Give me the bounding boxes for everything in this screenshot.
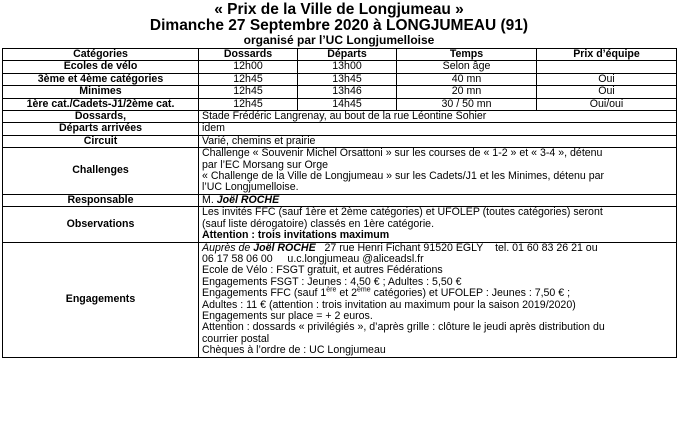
dossards-time: 12h45 [199,98,298,110]
race-info-table [2,48,677,358]
ffc-sup: ère [326,286,337,294]
contact-email: u.c.longjumeau @aliceadsl.fr [287,252,424,265]
ffc-text: catégories) et UFOLEP : Jeunes : 7,50 € ; [370,287,571,300]
column-header-departs: Départs [298,49,397,61]
race-flyer [2,2,676,358]
aupres-de-label: Auprès de [202,241,251,254]
dossards-label: Dossards, [3,111,199,123]
challenges-line: « Challenge de la Ville de Longjumeau » sur les Cadets/J1 et les Minimes, détenu par [202,170,605,183]
info-row-circuit [3,135,677,147]
team-prize: Oui [537,73,677,85]
circuit-value: Varié, chemins et prairie [199,135,677,147]
ffc-text: et 2 [336,287,357,300]
info-row-dossards [3,111,677,123]
dossards-time: 12h45 [199,73,298,85]
table-row [3,61,677,73]
table-row [3,98,677,110]
dossards-time: 12h00 [199,61,298,73]
circuit-label: Circuit [3,135,199,147]
observations-label: Observations [3,207,199,242]
engagements-line: Attention : dossards « privilégiés », d’après grille : clôture le jeudi après distribution du [202,321,605,334]
observations-line: (sauf liste dérogatoire) classés en 1ère catégorie. [202,217,435,230]
engagements-line: Engagements sur place = + 2 euros. [202,309,373,322]
responsable-name: Joël ROCHE [216,193,280,206]
race-duration: 20 mn [397,86,537,98]
category-cell: Minimes [3,86,199,98]
observations-warning: Attention : trois invitations maximum [202,229,390,242]
engagements-line: Engagements FSGT : Jeunes : 4,50 € ; Adultes : 5,50 € [202,275,462,288]
event-date-title: Dimanche 27 Septembre 2020 à LONGJUMEAU (91) [149,17,529,34]
challenges-line: l’UC Longjumelloise. [202,181,299,194]
race-duration: Selon âge [397,61,537,73]
race-duration: 30 / 50 mn [397,98,537,110]
column-header-temps: Temps [397,49,537,61]
info-row-departs [3,123,677,135]
race-duration: 40 mn [397,73,537,85]
category-cell: 3ème et 4ème catégories [3,73,199,85]
responsable-label: Responsable [3,194,199,206]
organizer-line: organisé par l’UC Longjumelloise [243,33,435,47]
depart-time: 13h00 [298,61,397,73]
engagements-text [199,242,677,357]
challenges-line: par l’EC Morsang sur Orge [202,158,328,171]
team-prize: Oui [537,86,677,98]
page-title: « Prix de la Ville de Longjumeau » [214,1,464,18]
team-prize [537,61,677,73]
challenges-label: Challenges [3,148,199,195]
engagements-line: Ecole de Vélo : FSGT gratuit, et autres Fédérations [202,264,443,277]
contact-phone: tel. 01 60 83 26 21 ou [495,241,598,254]
info-row-responsable [3,194,677,206]
contact-address: 27 rue Henri Fichant 91520 EGLY [324,241,484,254]
engagements-label: Engagements [3,242,199,357]
engagements-line: Adultes : 11 € (attention : trois invitation au maximum pour la saison 2019/2020) [202,298,576,311]
responsable-value [199,194,677,206]
contact-name: Joël ROCHE [253,241,316,254]
challenges-line: Challenge « Souvenir Michel Orsattoni » sur les courses de « 1-2 » et « 3-4 », détenu [202,147,603,160]
column-header-categories: Catégories [3,49,199,61]
dossards-time: 12h45 [199,86,298,98]
team-prize: Oui/oui [537,98,677,110]
table-row [3,73,677,85]
observations-line: Les invités FFC (sauf 1ère et 2ème catégories) et UFOLEP (toutes catégories) seront [202,206,603,219]
departs-arrivees-value: idem [199,123,677,135]
departs-arrivees-label: Départs arrivées [3,123,199,135]
table-header-row [3,49,677,61]
category-cell: Ecoles de vélo [3,61,199,73]
table-row [3,86,677,98]
depart-time: 14h45 [298,98,397,110]
contact-phone-2: 06 17 58 06 00 [202,252,273,265]
engagements-ffc-line [202,288,673,299]
category-cell: 1ère cat./Cadets-J1/2ème cat. [3,98,199,110]
observations-text [199,207,677,242]
column-header-dossards: Dossards [199,49,298,61]
engagements-line: courrier postal [202,332,270,345]
ffc-sup: ème [357,286,371,294]
info-row-challenges [3,148,677,195]
depart-time: 13h45 [298,73,397,85]
challenges-text [199,148,677,195]
info-row-observations [3,207,677,242]
ffc-text: Engagements FFC (sauf 1 [202,287,327,300]
dossards-location: Stade Frédéric Langrenay, au bout de la rue Léontine Sohier [199,111,677,123]
engagements-line: Chèques à l’ordre de : UC Longjumeau [202,344,386,357]
responsable-prefix: M. [202,193,214,206]
column-header-prix-equipe: Prix d’équipe [537,49,677,61]
depart-time: 13h46 [298,86,397,98]
info-row-engagements [3,242,677,357]
